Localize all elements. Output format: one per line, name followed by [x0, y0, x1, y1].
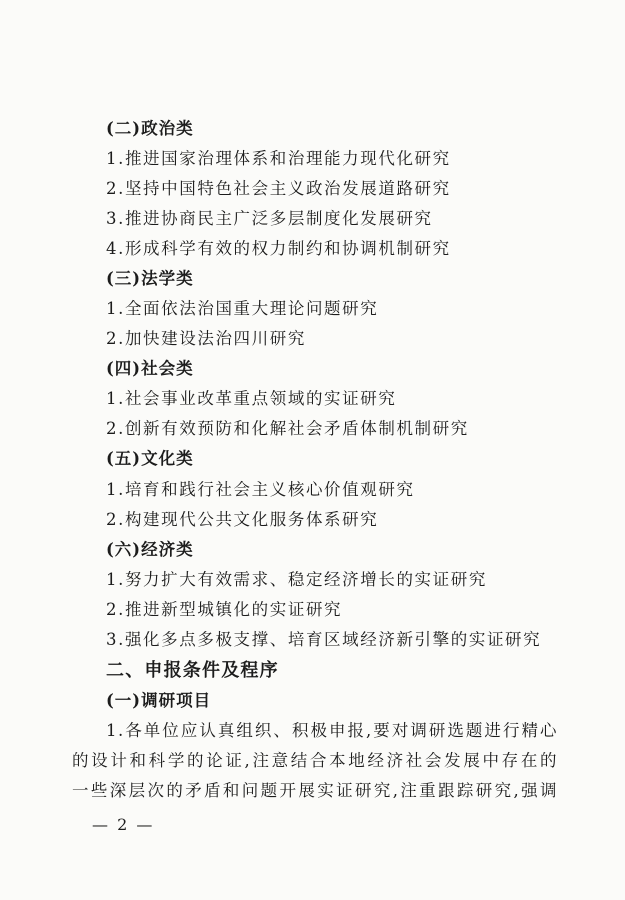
list-item: 4.形成科学有效的权力制约和协调机制研究 — [106, 239, 451, 258]
list-item: 2.构建现代公共文化服务体系研究 — [106, 510, 379, 529]
subsection-heading: (一)调研项目 — [106, 691, 212, 710]
list-item: 1.推进国家治理体系和治理能力现代化研究 — [106, 149, 451, 168]
paragraph-line: 的设计和科学的论证,注意结合本地经济社会发展中存在的 — [72, 751, 558, 770]
list-item: 1.社会事业改革重点领域的实证研究 — [106, 389, 397, 408]
section-heading-culture: (五)文化类 — [106, 449, 194, 468]
list-item: 2.坚持中国特色社会主义政治发展道路研究 — [106, 179, 451, 198]
list-item: 2.加快建设法治四川研究 — [106, 329, 306, 348]
list-item: 3.强化多点多极支撑、培育区域经济新引擎的实证研究 — [106, 630, 542, 649]
list-item: 1.全面依法治国重大理论问题研究 — [106, 299, 379, 318]
paragraph-line: 1.各单位应认真组织、积极申报,要对调研选题进行精心 — [106, 721, 558, 740]
part-heading: 二、申报条件及程序 — [106, 660, 279, 681]
section-heading-politics: (二)政治类 — [106, 119, 194, 138]
list-item: 3.推进协商民主广泛多层制度化发展研究 — [106, 209, 433, 228]
list-item: 2.推进新型城镇化的实证研究 — [106, 600, 343, 619]
section-heading-economy: (六)经济类 — [106, 540, 194, 559]
page-number: — 2 — — [92, 815, 155, 834]
paragraph-line: 一些深层次的矛盾和问题开展实证研究,注重跟踪研究,强调 — [72, 781, 558, 800]
list-item: 1.努力扩大有效需求、稳定经济增长的实证研究 — [106, 570, 487, 589]
section-heading-law: (三)法学类 — [106, 269, 194, 288]
list-item: 2.创新有效预防和化解社会矛盾体制机制研究 — [106, 419, 469, 438]
section-heading-society: (四)社会类 — [106, 359, 194, 378]
list-item: 1.培育和践行社会主义核心价值观研究 — [106, 480, 415, 499]
